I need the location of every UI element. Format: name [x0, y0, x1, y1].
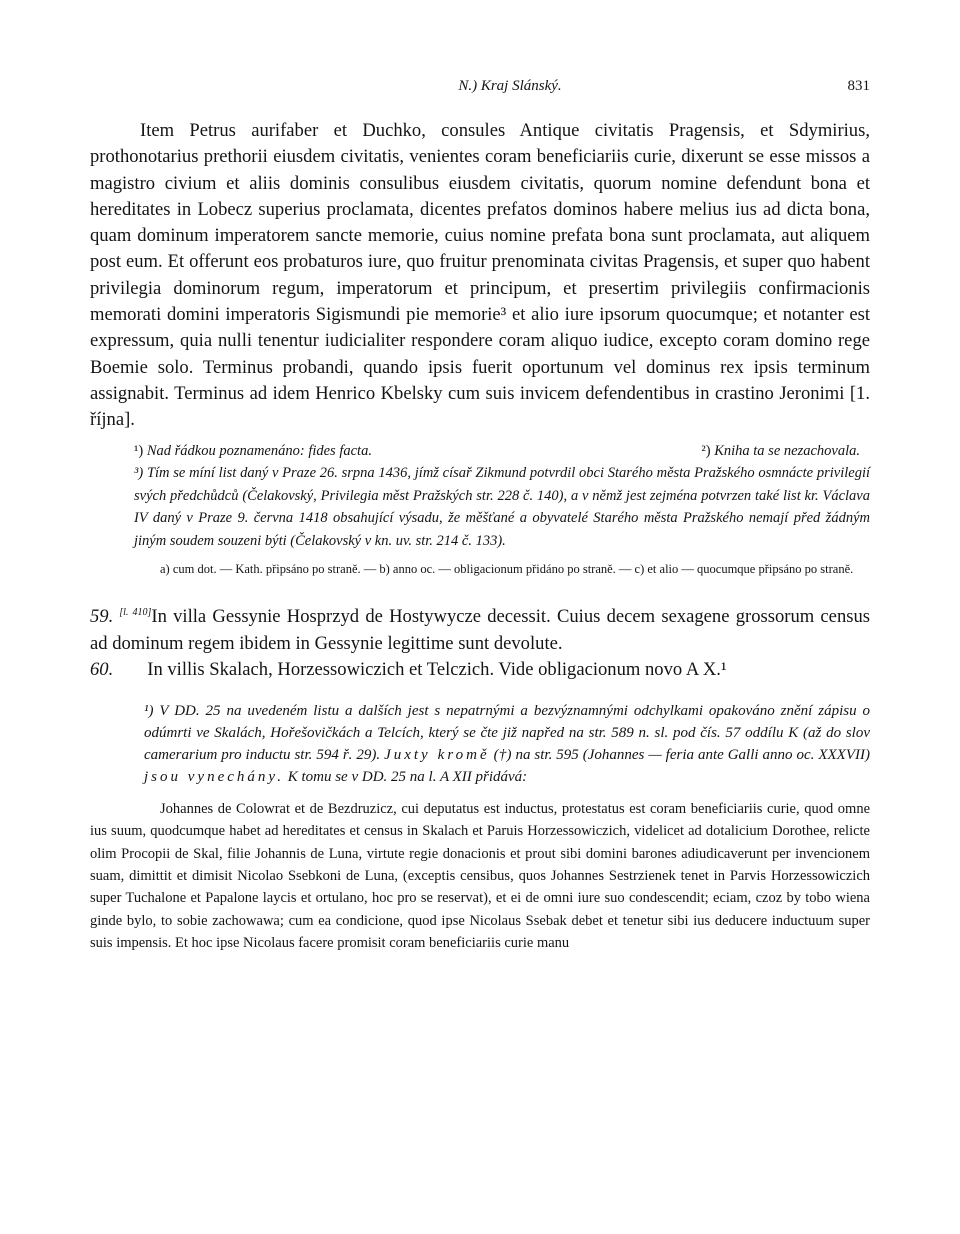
- footnote-3-mark: ³): [134, 465, 144, 482]
- footnote-bottom-mark: ¹): [144, 702, 154, 719]
- variant-readings: a) cum dot. — Kath. připsáno po straně. — b) anno oc. — obligacionum přidáno po straně. — c) et alio — quocumque připsáno po straně.: [160, 562, 854, 577]
- quoted-record: Johannes de Colowrat et de Bezdruzicz, cui deputatus est inductus, protestatus est coram beneficiariis curie, quod omne ius suum, quodcumque habet ad hereditates et census in Skalach et Paruis Horzessowiczich, videlicet ad dotalicium Dorothee, relicte olim Procopii de Skal, filie Johannis de Luna, virtute regie donacionis et prout sibi domini barones adiudicaverunt per invencionem suam, dimittit et dimisit Nicolao Ssebkoni de Luna, (exceptis censibus, quos Johannes Sestrzienek tenet in Parvis Horzessowiczich super Tuchalone et Papalone laycis et ortulano, hoc pro se reservat), et ei de omni iure suo condescendit; eciam, czoz by tobo wiena ginde bylo, to sobie zachowawa; cum ea condicione, quod ipse Nicolaus Ssebak debet et tenetur sibi ius deducere inductuum super suis impensis. Et hoc ipse Nicolaus facere promisit coram beneficiariis curie manu: [90, 800, 870, 952]
- page-number: 831: [847, 78, 870, 94]
- entry-59-number: 59.: [90, 606, 114, 628]
- footnote-1-mark: ¹): [134, 442, 144, 459]
- footnote-bottom: [90, 700, 870, 788]
- main-paragraph: Item Petrus aurifaber et Duchko, consules Antique civitatis Pragensis, et Sdymirius, prothonotarius prethorii eiusdem civitatis, venientes coram beneficiariis curie, dixerunt se esse missos a magistro civium et aliis dominis consulibus eiusdem civitatis, quorum nomine defendunt bona et hereditates in Lobecz superius proclamata, dicentes prefatos dominos habere melius ius ad dicta bona, quam dominum imperatorem sancte memorie, cuius nomine prefata bona sunt proclamata, aut aliquem post eum. Et offerunt eos probaturos iure, quo fruitur prenominata civitas Pragensis, et super quo habent privilegia dominorum regum, imperatorum et principum, et presertim privilegiis confirmacionis memorati domini imperatoris Sigismundi pie memorie³ et alio iure ipsorum quocumque; et notanter est expressum, quia nulli tenentur iudicialiter respondere coram aliquo iudice, excepto coram domino rege Boemie solo. Terminus probandi, quando ipsis fuerit oportunum vel dominus rex ipsis terminum assignabit. Terminus ad idem Henrico Kbelsky cum suis invicem defendentibus in crastino Jeronimi [1. října].: [90, 120, 870, 431]
- footnote-2-text: Kniha ta se nezachovala.: [714, 442, 860, 459]
- footnote-bottom-text-c: K tomu se v DD. 25 na l. A XII přidává:: [283, 768, 528, 785]
- footnote-1-text: Nad řádkou poznamenáno: fides facta.: [146, 442, 372, 459]
- footnote-bottom-text-a: V DD. 25 na uvedeném listu a dalších jest s nepatrnými a bezvýznamnými odchylkami opakováno znění zápisu o odúmrti ve Skalách, Hořešovičkách a Telcích, který se čte již napřed na str. 589 n. sl. pod čís. 57 oddílu K (až do slov camerarium pro inductu str. 594 ř. 29).: [144, 702, 871, 763]
- main-text: [90, 118, 870, 434]
- document-page: [90, 78, 870, 969]
- footnote-2-mark: ²): [701, 442, 711, 459]
- entry-59: [90, 600, 870, 684]
- running-title: N.) Kraj Slánský.: [458, 78, 562, 94]
- footnote-bottom-spaced-2: jsou vynechány.: [144, 768, 284, 785]
- entry-59-folio: [l. 410]: [119, 607, 152, 619]
- footnote-bottom-spaced: Juxty kromě: [384, 746, 490, 763]
- footnote-row: [90, 440, 870, 463]
- entry-60-text: In villis Skalach, Horzessowiczich et Telczich. Vide obligacionum novo A X.¹: [147, 659, 727, 681]
- running-header: [90, 78, 870, 98]
- footnote-3-text: Tím se míní list daný v Praze 26. srpna 1436, jímž císař Zikmund potvrdil obci Starého města Pražského osmnácte privilegií svých předchůdců (Čelakovský, Privilegia měst Pražských str. 228 č. 140), a v němž jest zejména potvrzen také list kr. Václava IV daný v Praze 9. června 1418 obsahující výsadu, že měšťané a obyvatelé Starého města Pražského nemají před žádným jiným soudem souzeni býti (Čelakovský v kn. uv. str. 214 č. 133).: [134, 465, 870, 549]
- entry-59-text: In villa Gessynie Hosprzyd de Hostywycze decessit. Cuius decem sexagene grossorum census ad dominum regem ibidem in Gessynie legittime sunt devolute.: [90, 606, 871, 654]
- entry-60-number: 60.: [90, 659, 114, 681]
- footnote-bottom-text-b: (†) na str. 595 (Johannes — feria ante Galli anno oc. XXXVII): [489, 746, 870, 763]
- footnote-3: [90, 462, 870, 552]
- footnotes-top: [90, 440, 870, 553]
